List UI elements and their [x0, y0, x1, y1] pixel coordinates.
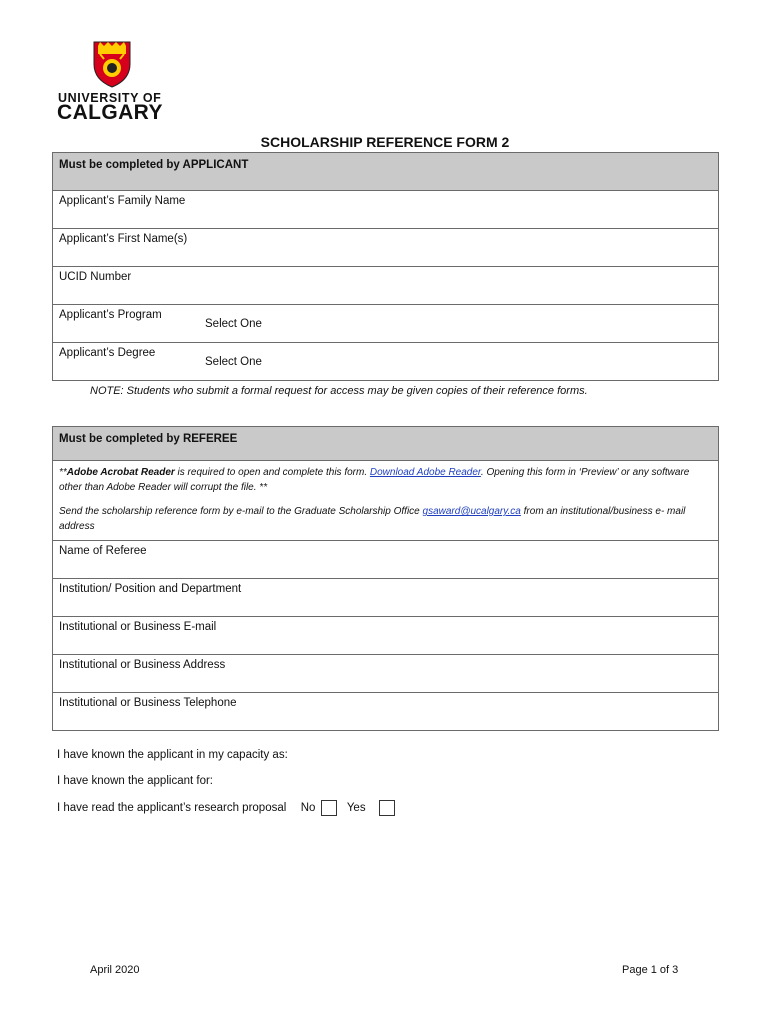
referee-name-label: Name of Referee — [59, 545, 147, 557]
footer-page-number: Page 1 of 3 — [622, 964, 679, 976]
scholarship-email-link[interactable]: gsaward@ucalgary.ca — [422, 506, 521, 517]
university-logo — [58, 40, 173, 125]
applicant-section — [52, 152, 719, 381]
footer-date: April 2020 — [90, 964, 140, 976]
family-name-field[interactable] — [53, 191, 718, 229]
referee-address-label: Institutional or Business Address — [59, 659, 226, 671]
duration-statement: I have known the applicant for: — [57, 775, 213, 787]
referee-telephone-label: Institutional or Business Telephone — [59, 697, 237, 709]
referee-email-label: Institutional or Business E-mail — [59, 621, 217, 633]
degree-select[interactable]: Select One — [205, 356, 262, 368]
referee-header: Must be completed by REFEREE — [53, 427, 718, 461]
program-field — [53, 305, 718, 343]
access-note: NOTE: Students who submit a formal request for access may be given copies of their reference forms. — [90, 385, 588, 397]
referee-instructions — [53, 461, 718, 541]
referee-email-field[interactable] — [53, 617, 718, 655]
acrobat-instruction: **Adobe Acrobat Reader is required to open and complete this form. Download Adobe Reader. Opening this form in ‘Preview’ or any software other than Adobe Reader will corrupt the file. ** — [59, 467, 690, 493]
proposal-label: I have read the applicant’s research proposal — [57, 802, 287, 815]
logo-line-1: UNIVERSITY OF — [58, 91, 162, 105]
ucid-label: UCID Number — [59, 271, 132, 283]
first-name-field[interactable] — [53, 229, 718, 267]
proposal-no-checkbox[interactable] — [321, 800, 337, 816]
referee-section — [52, 426, 719, 731]
referee-address-field[interactable] — [53, 655, 718, 693]
family-name-label: Applicant’s Family Name — [59, 195, 186, 207]
university-crest-icon — [92, 40, 132, 88]
proposal-no-label: No — [300, 802, 316, 815]
first-name-label: Applicant’s First Name(s) — [59, 233, 188, 245]
degree-field — [53, 343, 718, 380]
referee-telephone-field[interactable] — [53, 693, 718, 730]
ucid-field[interactable] — [53, 267, 718, 305]
download-adobe-reader-link[interactable]: Download Adobe Reader — [369, 467, 481, 478]
institution-label: Institution/ Position and Department — [59, 583, 242, 595]
applicant-header: Must be completed by APPLICANT — [53, 153, 718, 191]
logo-line-2: CALGARY — [57, 101, 163, 124]
program-label: Applicant’s Program — [59, 309, 162, 321]
proposal-statement — [57, 800, 395, 816]
send-instruction: Send the scholarship reference form by e-mail to the Graduate Scholarship Office gsaward@ucalgary.ca from an institutional/business e- mail address — [59, 506, 686, 532]
institution-field[interactable] — [53, 579, 718, 617]
capacity-statement: I have known the applicant in my capacity as: — [57, 749, 288, 761]
program-select[interactable]: Select One — [205, 318, 262, 330]
page-title: SCHOLARSHIP REFERENCE FORM 2 — [260, 134, 510, 150]
degree-label: Applicant’s Degree — [59, 347, 156, 359]
referee-name-field[interactable] — [53, 541, 718, 579]
proposal-yes-label: Yes — [346, 802, 366, 815]
proposal-yes-checkbox[interactable] — [379, 800, 395, 816]
